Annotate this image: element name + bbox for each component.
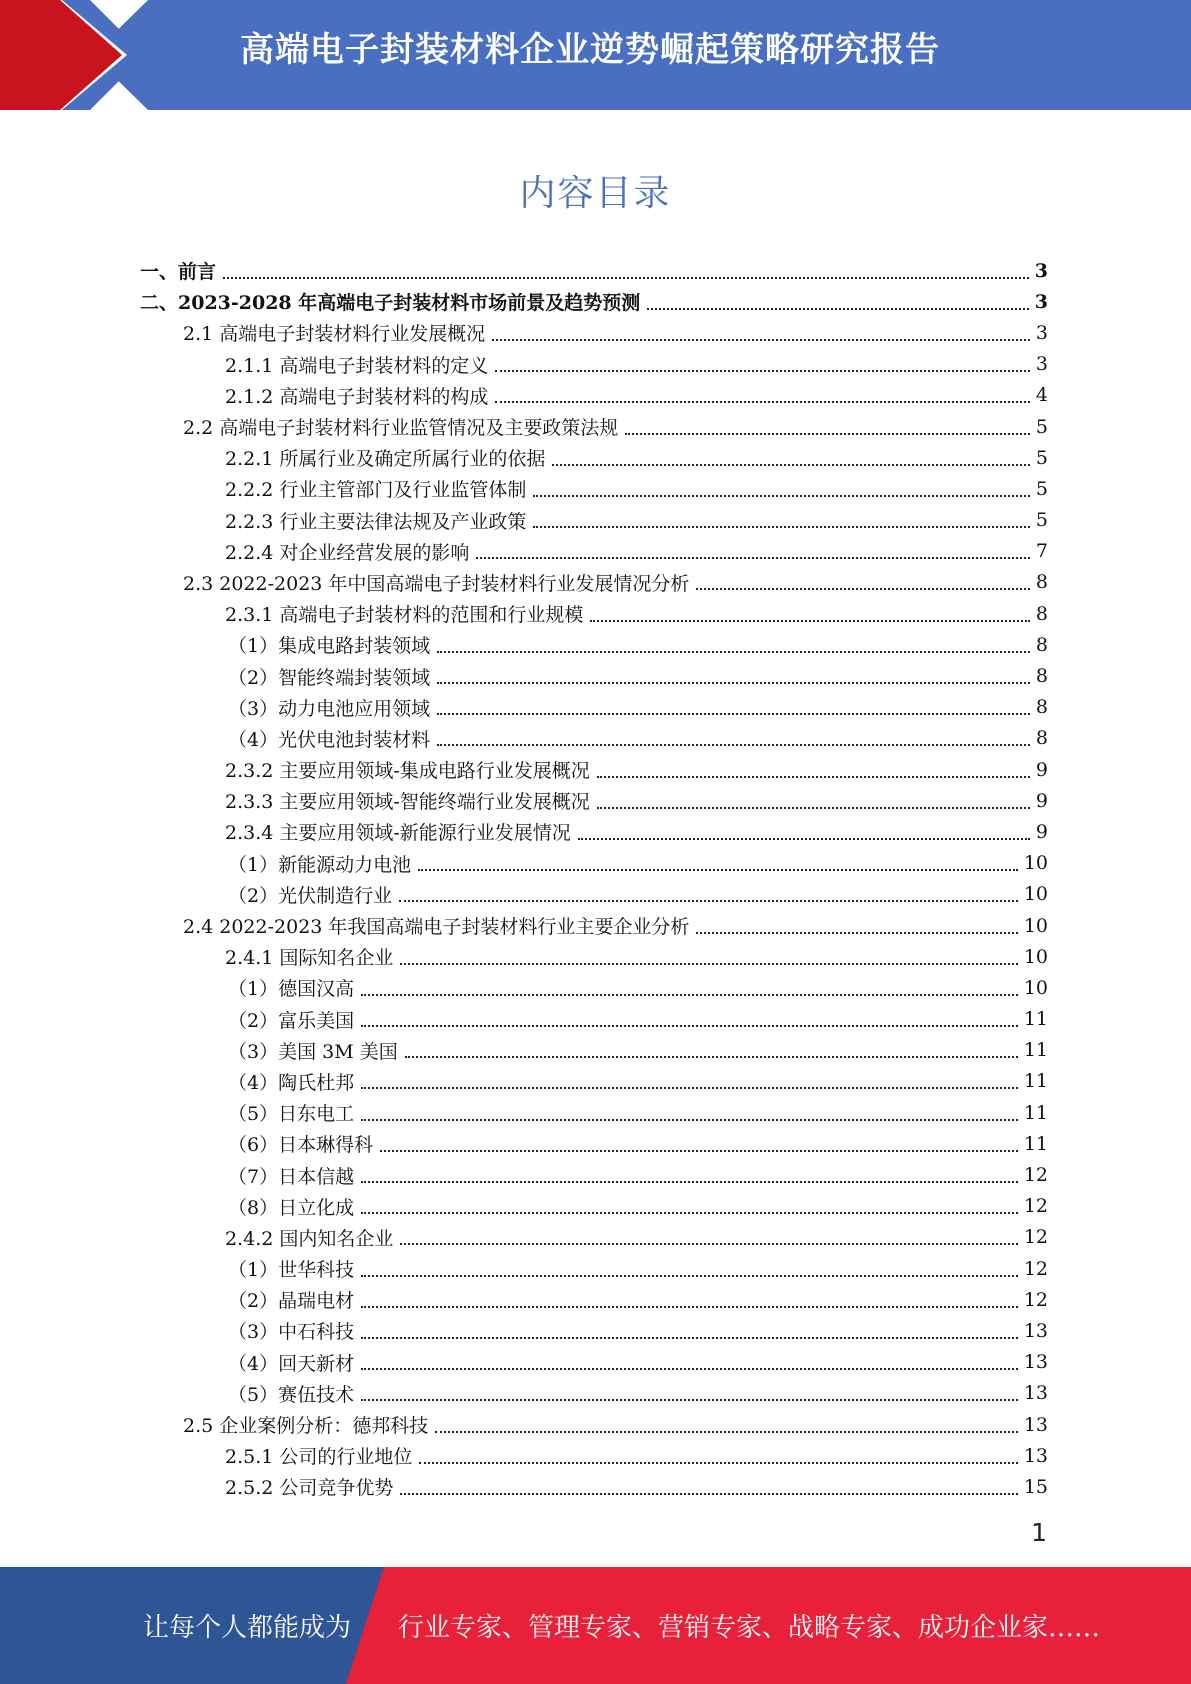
dot-leader	[361, 1087, 1018, 1089]
toc-entry-page: 11	[1023, 1101, 1048, 1124]
toc-entry-text: （5）赛伍技术	[228, 1383, 355, 1406]
dot-leader	[476, 557, 1030, 559]
toc-entry-page: 12	[1023, 1164, 1048, 1187]
toc-entry-text: （1）新能源动力电池	[228, 853, 412, 876]
dot-leader	[361, 1337, 1018, 1339]
toc-entry-page: 9	[1035, 789, 1048, 812]
toc-entry[interactable]	[140, 349, 1048, 380]
toc-entry[interactable]	[140, 1191, 1048, 1222]
page-number: 1	[1031, 1518, 1047, 1547]
toc-entry-page: 10	[1023, 976, 1048, 999]
toc-entry-text: （4）光伏电池封装材料	[228, 728, 431, 751]
toc-entry[interactable]	[140, 1347, 1048, 1378]
toc-entry-page: 5	[1035, 446, 1048, 469]
dot-leader	[361, 1025, 1018, 1027]
toc-entry-text: 2.5.1 公司的行业地位	[225, 1446, 413, 1469]
toc-entry[interactable]	[140, 848, 1048, 879]
dot-leader	[380, 1150, 1018, 1152]
toc-entry[interactable]	[140, 505, 1048, 536]
toc-entry-page: 5	[1035, 477, 1048, 500]
toc-entry-page: 3	[1035, 353, 1048, 376]
dot-leader	[405, 1056, 1018, 1058]
report-title: 高端电子封装材料企业逆势崛起策略研究报告	[240, 30, 940, 70]
toc-entry-text: （1）世华科技	[228, 1259, 355, 1282]
toc-entry-text: （4）陶氏杜邦	[228, 1071, 355, 1094]
toc-entry[interactable]	[140, 1378, 1048, 1409]
toc-entry-text: 2.1 高端电子封装材料行业发展概况	[183, 323, 486, 346]
toc-entry-text: 2.2.2 行业主管部门及行业监管体制	[225, 479, 527, 502]
toc-entry-page: 8	[1035, 696, 1048, 719]
toc-entry[interactable]	[140, 1284, 1048, 1315]
toc-entry[interactable]	[140, 629, 1048, 660]
toc-entry-text: （3）中石科技	[228, 1321, 355, 1344]
toc-entry-text: （6）日本琳得科	[228, 1134, 374, 1157]
toc-entry[interactable]	[140, 1066, 1048, 1097]
dot-leader	[361, 1399, 1018, 1401]
toc-entry[interactable]	[140, 660, 1048, 691]
dot-leader	[597, 807, 1030, 809]
dot-leader	[400, 1243, 1017, 1245]
toc-entry[interactable]	[140, 317, 1048, 348]
dot-leader	[361, 1212, 1018, 1214]
toc-entry[interactable]	[140, 1315, 1048, 1346]
dot-leader	[400, 963, 1017, 965]
toc-entry-text: （2）富乐美国	[228, 1009, 355, 1032]
toc-entry[interactable]	[140, 1004, 1048, 1035]
dot-leader	[437, 651, 1030, 653]
toc-entry[interactable]	[140, 1440, 1048, 1471]
toc-entry-page: 4	[1035, 384, 1048, 407]
dot-leader	[400, 1493, 1017, 1495]
dot-leader	[361, 1119, 1018, 1121]
toc-entry-text: （1）德国汉高	[228, 978, 355, 1001]
dot-leader	[223, 277, 1029, 279]
toc-entry-text: 2.2.3 行业主要法律法规及产业政策	[225, 510, 527, 533]
toc-entry-text: （2）智能终端封装领域	[228, 666, 431, 689]
toc-entry-text: 2.2.1 所属行业及确定所属行业的依据	[225, 448, 546, 471]
dot-leader	[590, 620, 1030, 622]
dot-leader	[437, 682, 1030, 684]
dot-leader	[361, 1368, 1018, 1370]
header-banner	[0, 0, 1191, 110]
toc-entry[interactable]	[140, 723, 1048, 754]
toc-entry-text: 2.3 2022-2023 年中国高端电子封装材料行业发展情况分析	[183, 572, 690, 595]
toc-entry-text: 2.3.2 主要应用领域-集成电路行业发展概况	[225, 760, 590, 783]
toc-entry[interactable]	[140, 972, 1048, 1003]
chevron-decoration-icon	[0, 0, 170, 110]
toc-entry-page: 9	[1035, 758, 1048, 781]
dot-leader	[437, 744, 1030, 746]
toc-entry[interactable]	[140, 536, 1048, 567]
toc-entry-text: （1）集成电路封装领域	[228, 635, 431, 658]
toc-entry-text: （5）日东电工	[228, 1103, 355, 1126]
footer-banner	[0, 1567, 1191, 1684]
toc-entry-text: 2.5 企业案例分析：德邦科技	[183, 1415, 429, 1438]
toc-heading: 内容目录	[519, 173, 672, 214]
footer-slogan-left: 让每个人都能成为	[143, 1613, 352, 1643]
toc-entry-page: 3	[1035, 321, 1048, 344]
toc-entry-page: 12	[1023, 1195, 1048, 1218]
dot-leader	[361, 1181, 1018, 1183]
dot-leader	[552, 464, 1030, 466]
toc-entry-text: （2）光伏制造行业	[228, 884, 393, 907]
toc-entry-text: 2.3.4 主要应用领域-新能源行业发展情况	[225, 822, 571, 845]
toc-entry-page: 11	[1023, 1039, 1048, 1062]
toc-entry-page: 8	[1035, 602, 1048, 625]
toc-entry[interactable]	[140, 754, 1048, 785]
toc-entry-page: 11	[1023, 1070, 1048, 1093]
toc-entry[interactable]	[140, 1253, 1048, 1284]
toc-entry-text: 2.1.1 高端电子封装材料的定义	[225, 354, 489, 377]
toc-entry[interactable]	[140, 879, 1048, 910]
toc-entry-text: （3）美国 3M 美国	[228, 1040, 398, 1063]
toc-entry-page: 13	[1023, 1382, 1048, 1405]
toc-entry-page: 12	[1023, 1226, 1048, 1249]
toc-entry-text: （7）日本信越	[228, 1165, 355, 1188]
toc-entry[interactable]	[140, 941, 1048, 972]
toc-entry-page: 10	[1023, 883, 1048, 906]
dot-leader	[418, 869, 1018, 871]
toc-entry-text: 2.1.2 高端电子封装材料的构成	[225, 385, 489, 408]
toc-entry-page: 11	[1023, 1132, 1048, 1155]
toc-entry[interactable]	[140, 1222, 1048, 1253]
toc-entry-text: 2.3.1 高端电子封装材料的范围和行业规模	[225, 604, 584, 627]
toc-entry[interactable]	[140, 692, 1048, 723]
dot-leader	[597, 776, 1030, 778]
toc-entry-page: 8	[1035, 633, 1048, 656]
toc-entry[interactable]	[140, 785, 1048, 816]
table-of-contents	[140, 255, 1048, 1503]
toc-entry[interactable]	[140, 1159, 1048, 1190]
toc-entry-page: 5	[1035, 509, 1048, 532]
toc-entry-text: 二、2023-2028 年高端电子封装材料市场前景及趋势预测	[140, 292, 641, 315]
dot-leader	[361, 1306, 1018, 1308]
dot-leader	[495, 401, 1030, 403]
toc-entry[interactable]	[140, 910, 1048, 941]
toc-entry[interactable]	[140, 380, 1048, 411]
footer-slogan-right: 行业专家、管理专家、营销专家、战略专家、成功企业家……	[398, 1613, 1101, 1643]
toc-entry-page: 12	[1023, 1257, 1048, 1280]
dot-leader	[435, 1431, 1018, 1433]
dot-leader	[625, 433, 1030, 435]
toc-entry-page: 11	[1023, 1008, 1048, 1031]
dot-leader	[495, 370, 1030, 372]
dot-leader	[437, 713, 1030, 715]
toc-entry[interactable]	[140, 1097, 1048, 1128]
toc-entry[interactable]	[140, 1471, 1048, 1502]
toc-entry-page: 13	[1023, 1319, 1048, 1342]
toc-entry[interactable]	[140, 1409, 1048, 1440]
toc-entry-text: （2）晶瑞电材	[228, 1290, 355, 1313]
toc-entry[interactable]	[140, 598, 1048, 629]
toc-entry-text: 2.2 高端电子封装材料行业监管情况及主要政策法规	[183, 417, 619, 440]
toc-entry[interactable]	[140, 816, 1048, 847]
dot-leader	[533, 495, 1030, 497]
toc-entry-page: 8	[1035, 727, 1048, 750]
toc-entry-page: 10	[1023, 945, 1048, 968]
dot-leader	[533, 526, 1030, 528]
toc-entry-page: 3	[1034, 259, 1048, 282]
dot-leader	[361, 1275, 1018, 1277]
toc-entry-text: 2.4.1 国际知名企业	[225, 947, 394, 970]
toc-entry-page: 8	[1035, 571, 1048, 594]
toc-entry[interactable]	[140, 286, 1048, 317]
dot-leader	[578, 838, 1030, 840]
toc-entry-text: 2.2.4 对企业经营发展的影响	[225, 541, 470, 564]
toc-entry-text: （3）动力电池应用领域	[228, 697, 431, 720]
toc-entry-text: （4）回天新材	[228, 1352, 355, 1375]
toc-entry-page: 13	[1023, 1351, 1048, 1374]
toc-entry[interactable]	[140, 442, 1048, 473]
dot-leader	[696, 588, 1029, 590]
toc-entry-page: 7	[1035, 540, 1048, 563]
toc-entry-page: 13	[1023, 1413, 1048, 1436]
dot-leader	[696, 932, 1017, 934]
toc-entry[interactable]	[140, 255, 1048, 286]
toc-entry-text: （8）日立化成	[228, 1196, 355, 1219]
toc-entry-page: 8	[1035, 665, 1048, 688]
toc-entry-text: 2.4.2 国内知名企业	[225, 1227, 394, 1250]
toc-entry[interactable]	[140, 411, 1048, 442]
toc-entry[interactable]	[140, 1128, 1048, 1159]
toc-entry-page: 12	[1023, 1288, 1048, 1311]
toc-entry[interactable]	[140, 473, 1048, 504]
toc-entry-page: 10	[1023, 852, 1048, 875]
dot-leader	[419, 1462, 1017, 1464]
dot-leader	[647, 308, 1029, 310]
toc-entry-page: 5	[1035, 415, 1048, 438]
dot-leader	[492, 339, 1030, 341]
toc-entry-text: 2.3.3 主要应用领域-智能终端行业发展概况	[225, 791, 590, 814]
toc-entry[interactable]	[140, 1035, 1048, 1066]
toc-entry-text: 2.4 2022-2023 年我国高端电子封装材料行业主要企业分析	[183, 916, 690, 939]
toc-entry-page: 10	[1023, 914, 1048, 937]
toc-entry-text: 一、前言	[140, 261, 217, 284]
toc-entry-page: 15	[1023, 1475, 1048, 1498]
toc-entry-page: 3	[1034, 290, 1048, 313]
toc-entry[interactable]	[140, 567, 1048, 598]
dot-leader	[361, 994, 1018, 996]
dot-leader	[399, 900, 1018, 902]
toc-entry-page: 13	[1023, 1444, 1048, 1467]
toc-entry-text: 2.5.2 公司竞争优势	[225, 1477, 394, 1500]
toc-entry-page: 9	[1035, 820, 1048, 843]
